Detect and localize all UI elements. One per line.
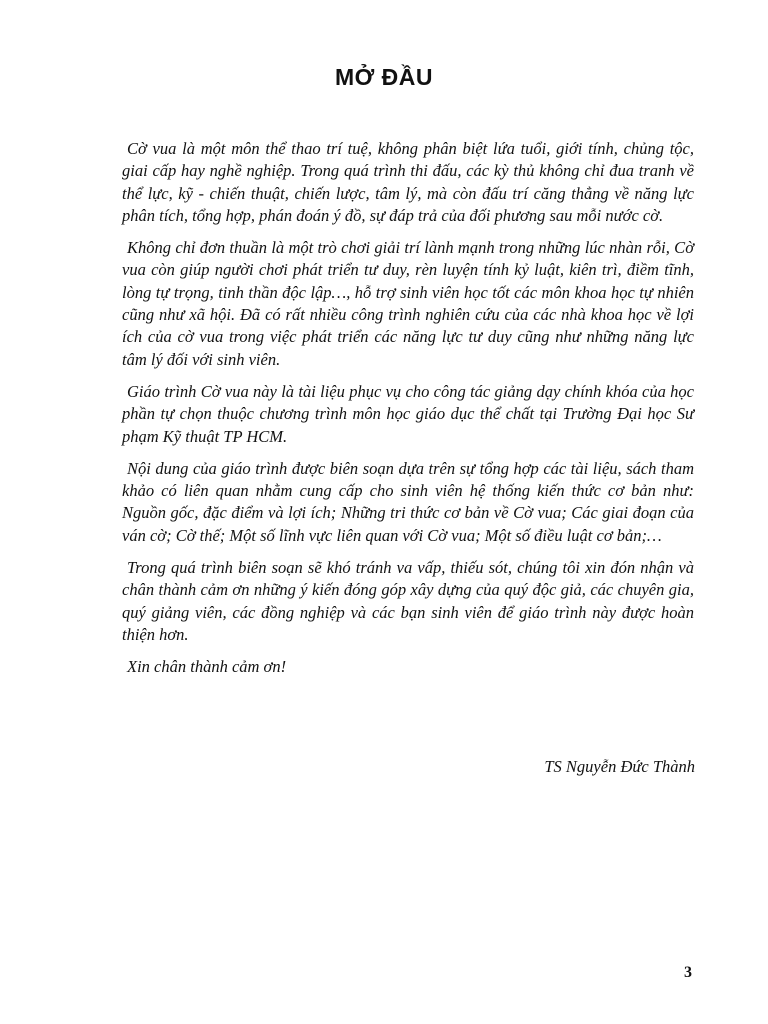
- author-signature: TS Nguyễn Đức Thành: [544, 757, 695, 776]
- paragraph-1: Cờ vua là một môn thể thao trí tuệ, không phân biệt lứa tuổi, giới tính, chủng tộc, giai cấp hay nghề nghiệp. Trong quá trình thi đấu, các kỳ thủ không chỉ đua tranh về thể lực, kỹ - chiến thuật, chiến lược, tâm lý, mà còn đấu trí căng thẳng về năng lực phân tích, tổng hợp, phán đoán ý đồ, sự đáp trả của đối phương sau mỗi nước cờ.: [122, 139, 694, 225]
- page-number: 3: [684, 964, 692, 981]
- paragraph-3: Giáo trình Cờ vua này là tài liệu phục vụ cho công tác giảng dạy chính khóa của học phần tự chọn thuộc chương trình môn học giáo dục thể chất tại Trường Đại học Sư phạm Kỹ thuật TP HCM.: [122, 381, 694, 446]
- paragraph-2: Không chỉ đơn thuần là một trò chơi giải trí lành mạnh trong những lúc nhàn rỗi, Cờ vua còn giúp người chơi phát triển tư duy, rèn luyện tính kỷ luật, kiên trì, điềm tĩnh, lòng tự trọng, tinh thần độc lập…, hỗ trợ sinh viên học tốt các môn khoa học tự nhiên cũng như xã hội. Đã có rất nhiều công trình nghiên cứu của các nhà khoa học về lợi ích của cờ vua trong việc phát triển các năng lực tư duy cũng như những năng lực tâm lý đối với sinh viên.: [122, 238, 694, 369]
- paragraph-4: Nội dung của giáo trình được biên soạn dựa trên sự tổng hợp các tài liệu, sách tham khảo có liên quan nhằm cung cấp cho sinh viên hệ thống kiến thức cơ bản như: Nguồn gốc, đặc điểm và lợi ích; Những tri thức cơ bản về Cờ vua; Các giai đoạn của ván cờ; Cờ thế; Một số lĩnh vực liên quan với Cờ vua; Một số điều luật cơ bản;…: [122, 458, 694, 545]
- closing-line: Xin chân thành cảm ơn!: [127, 657, 287, 677]
- body-text: [122, 138, 694, 678]
- paragraph-5: Trong quá trình biên soạn sẽ khó tránh va vấp, thiếu sót, chúng tôi xin đón nhận và chân thành cảm ơn những ý kiến đóng góp xây dựng của quý độc giả, các chuyên gia, quý giảng viên, các đồng nghiệp và các bạn sinh viên để giáo trình này được hoàn thiện hơn.: [122, 558, 694, 644]
- page-title: MỞ ĐẦU: [335, 64, 433, 90]
